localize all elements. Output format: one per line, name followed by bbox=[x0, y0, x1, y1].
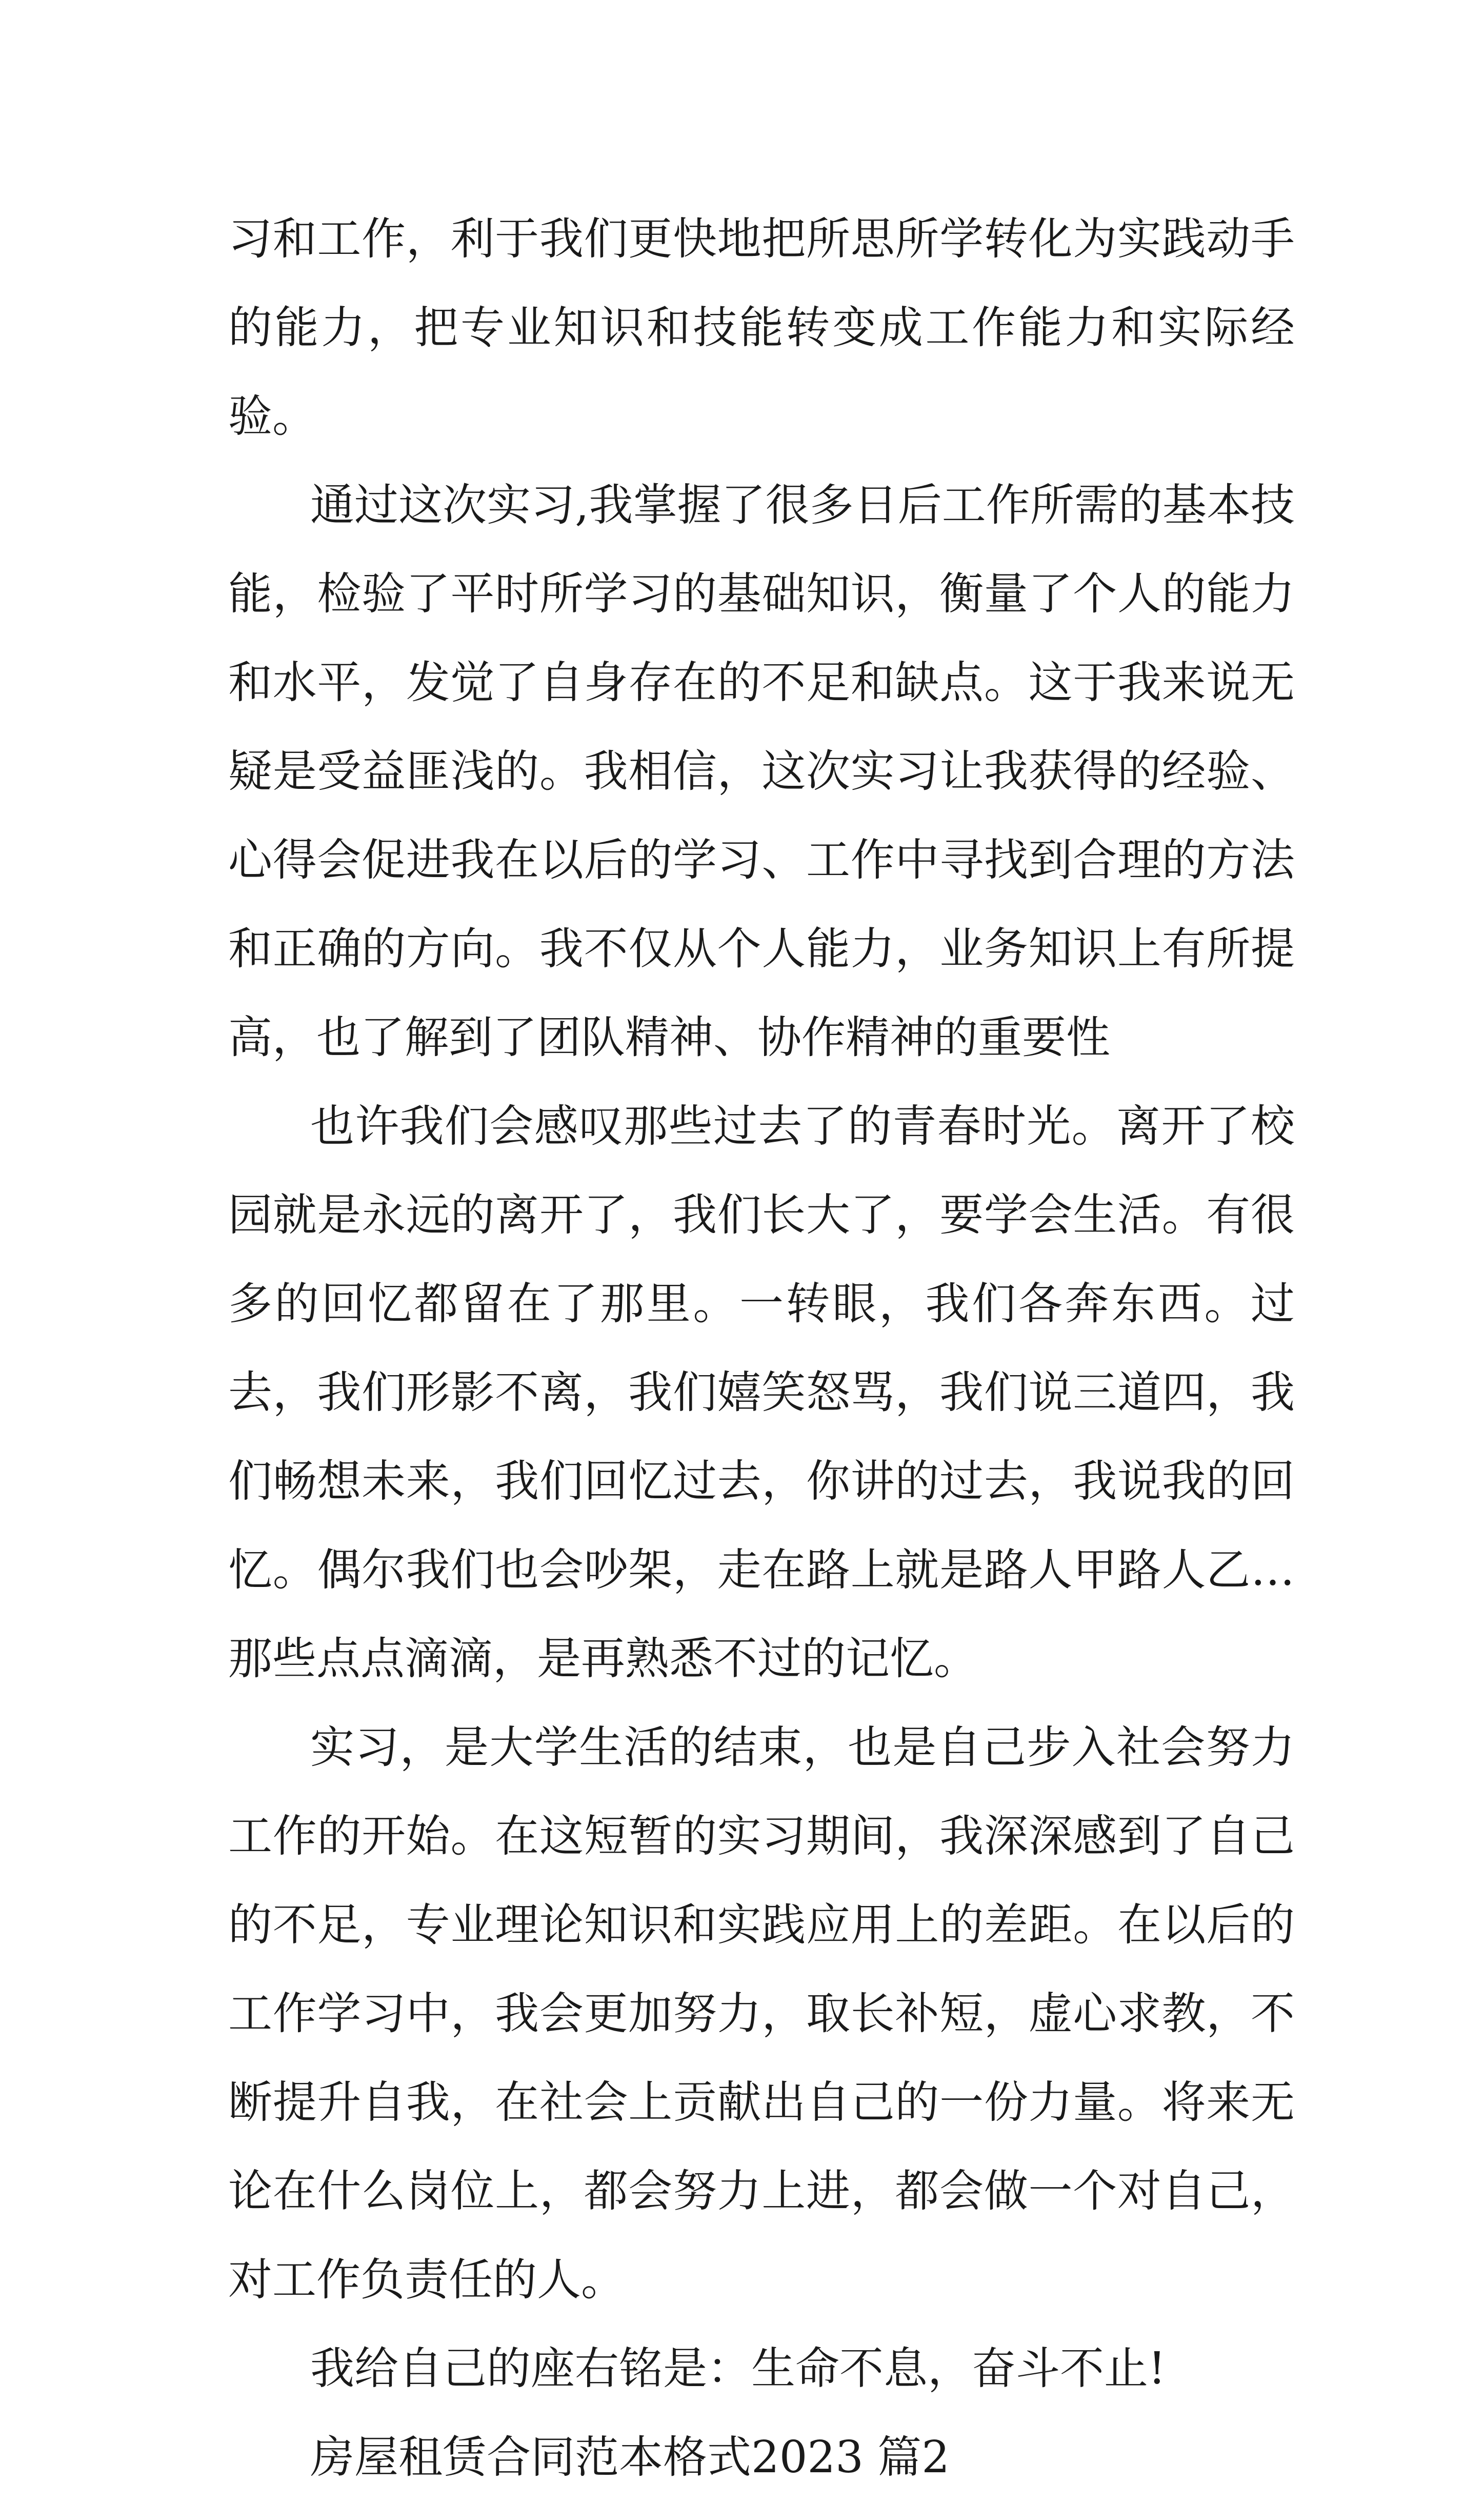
paragraph-2: 通过这次实习,我掌握了很多日后工作所需的基本技能，检验了平时所学习的基础知识，衡量了个人的能力和水平，发觉了自身存在的不足和缺点。这于我来说无疑是受益匪浅的。我相信，这次实习让我获得的经验、心得会促进我在以后的学习、工作中寻找到合理的方法和正确的方向。我不仅从个人能力，业务知识上有所提高，也了解到了团队精神、协作精神的重要性 bbox=[228, 480, 1295, 1063]
section-heading: 房屋租赁合同范本格式2023 篇2 bbox=[310, 2432, 950, 2483]
motto-line: 我给自己的座右铭是：生命不息，奋斗不止! bbox=[310, 2343, 1166, 2394]
paragraph-3: 也许我们会感叹那些过去了的青春时光。离开了校园就是永远的离开了，我们长大了，要学会生活。有很多的回忆都留在了那里。一转眼，我们各奔东西。过去，我们形影不离，我们嬉笑怒骂，我们说三道四，我们畅想未来，我们回忆过去，你讲的过去，我说我的回忆。偶尔我们也会吵架，走在路上就是路人甲路人乙…那些点点滴滴，是再熟悉不过的记忆。 bbox=[228, 1101, 1295, 1684]
document-body bbox=[228, 195, 1295, 2502]
paragraph-1: 习和工作，利于我们更快地把所思所学转化为实践动手的能力，把专业知识和技能转变成工作能力和实际经验。 bbox=[228, 213, 1295, 442]
paragraph-4: 实习，是大学生活的结束，也是自己步入社会努力工作的开始。在这短暂的实习期间，我深深感到了自己的不足，专业理论知识和实践应用上的差距。在以后的工作学习中，我会更加努力，取长补短，虚心求教，不断提升自我，在社会上贡献出自己的一份力量。将来无论在什么岗位上，都会努力上进，都会做一个对自己，对工作负责任的人。 bbox=[228, 1722, 1295, 2306]
